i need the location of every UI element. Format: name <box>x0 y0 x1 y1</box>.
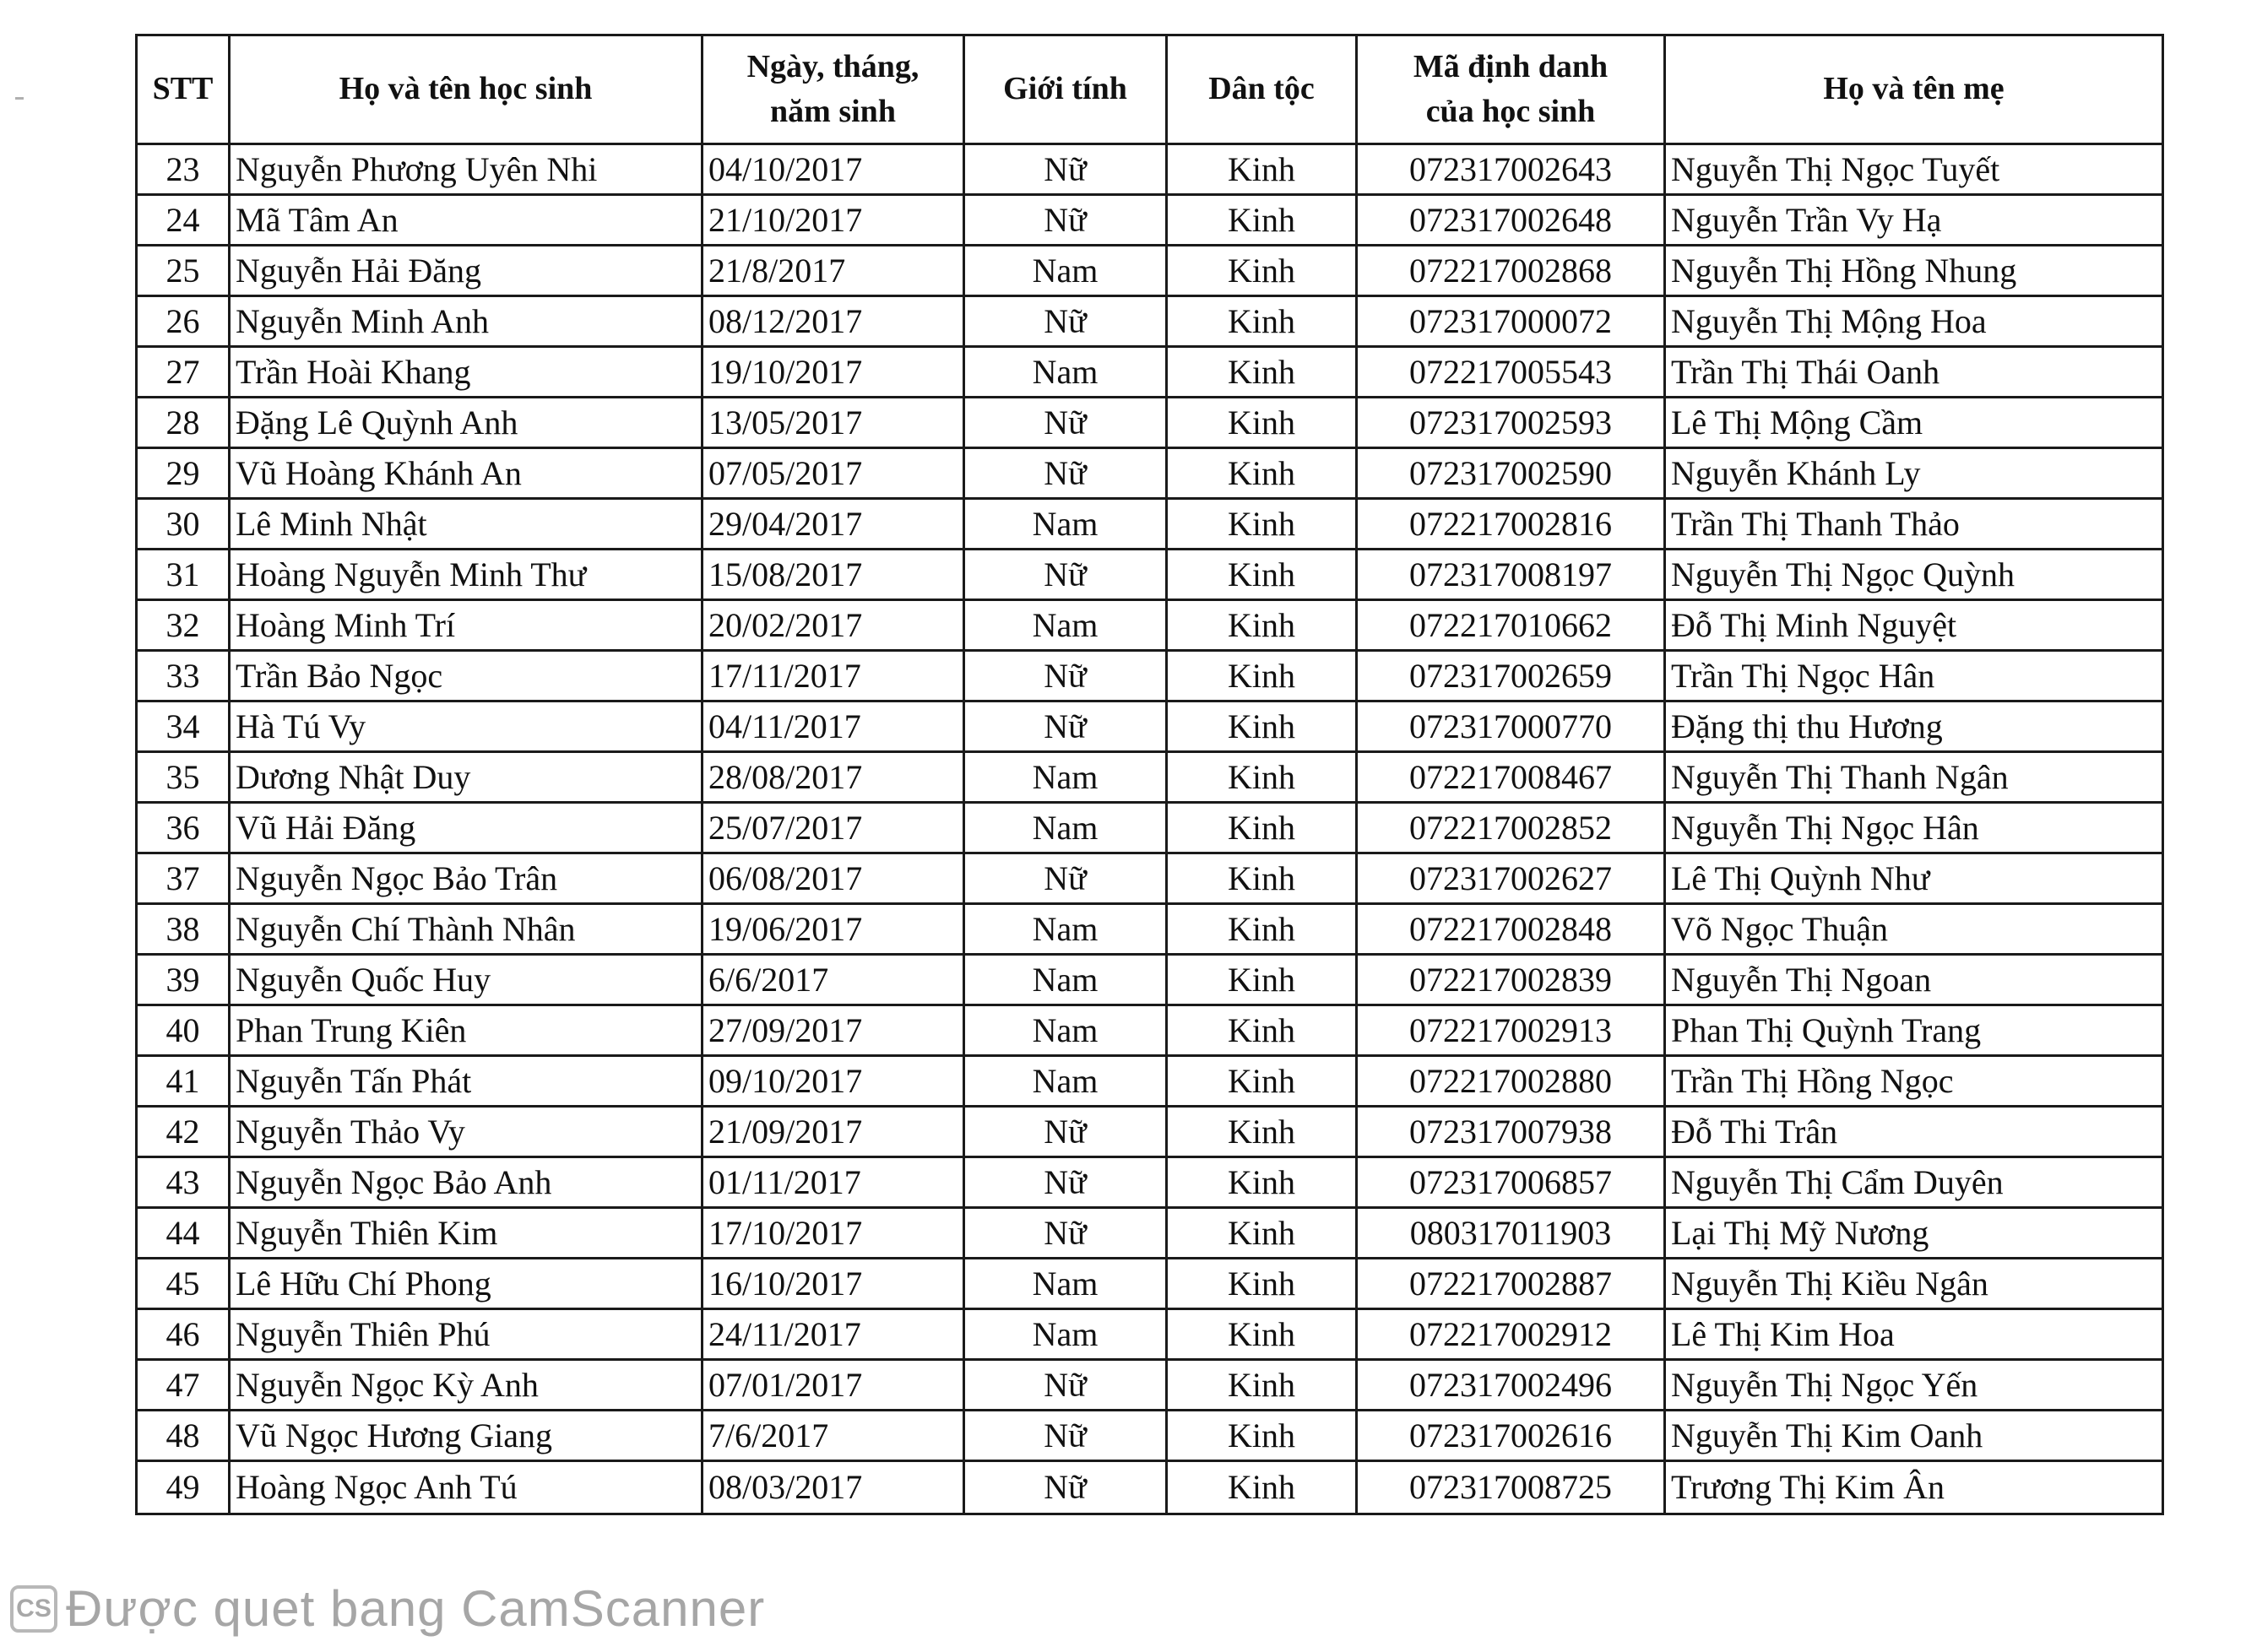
cell-student-id: 072317000072 <box>1357 296 1665 347</box>
table-row <box>137 1461 2163 1514</box>
cell-student-name: Nguyễn Phương Uyên Nhi <box>230 144 703 195</box>
cell-ethnicity: Kinh <box>1167 347 1357 398</box>
student-list-table <box>135 34 2164 1515</box>
cell-gender: Nam <box>964 803 1167 853</box>
cell-student-name: Hoàng Ngọc Anh Tú <box>230 1461 703 1514</box>
cell-ethnicity: Kinh <box>1167 1411 1357 1461</box>
cell-student-id: 072317002616 <box>1357 1411 1665 1461</box>
cell-ethnicity: Kinh <box>1167 398 1357 448</box>
table-row <box>137 1157 2163 1208</box>
cell-student-name: Hoàng Minh Trí <box>230 600 703 651</box>
cell-stt: 26 <box>137 296 230 347</box>
cell-mother-name: Nguyễn Khánh Ly <box>1665 448 2163 499</box>
cell-mother-name: Trần Thị Thái Oanh <box>1665 347 2163 398</box>
cell-ethnicity: Kinh <box>1167 955 1357 1005</box>
cell-stt: 49 <box>137 1461 230 1514</box>
cell-student-name: Nguyễn Ngọc Bảo Anh <box>230 1157 703 1208</box>
table-row <box>137 1107 2163 1157</box>
header-dob-line2: năm sinh <box>770 94 896 129</box>
cell-student-id: 072217002816 <box>1357 499 1665 550</box>
cell-student-id: 072217002839 <box>1357 955 1665 1005</box>
cell-mother-name: Trương Thị Kim Ân <box>1665 1461 2163 1514</box>
cell-student-name: Nguyễn Quốc Huy <box>230 955 703 1005</box>
table-row <box>137 550 2163 600</box>
cell-stt: 48 <box>137 1411 230 1461</box>
cell-mother-name: Nguyễn Thị Ngọc Quỳnh <box>1665 550 2163 600</box>
cell-mother-name: Nguyễn Thị Thanh Ngân <box>1665 752 2163 803</box>
cell-student-name: Vũ Hải Đăng <box>230 803 703 853</box>
cell-mother-name: Đỗ Thị Minh Nguyệt <box>1665 600 2163 651</box>
cell-ethnicity: Kinh <box>1167 246 1357 296</box>
cell-stt: 46 <box>137 1309 230 1360</box>
table-row <box>137 1259 2163 1309</box>
cell-gender: Nam <box>964 752 1167 803</box>
header-mother-name: Họ và tên mẹ <box>1665 35 2163 144</box>
cell-ethnicity: Kinh <box>1167 701 1357 752</box>
table-row <box>137 1360 2163 1411</box>
cell-date-of-birth: 6/6/2017 <box>703 955 964 1005</box>
cell-gender: Nam <box>964 347 1167 398</box>
cell-ethnicity: Kinh <box>1167 1005 1357 1056</box>
header-student-id <box>1357 35 1665 144</box>
cell-stt: 28 <box>137 398 230 448</box>
cell-ethnicity: Kinh <box>1167 600 1357 651</box>
cell-date-of-birth: 09/10/2017 <box>703 1056 964 1107</box>
cell-date-of-birth: 17/11/2017 <box>703 651 964 701</box>
cell-date-of-birth: 04/11/2017 <box>703 701 964 752</box>
cell-ethnicity: Kinh <box>1167 195 1357 246</box>
cell-date-of-birth: 24/11/2017 <box>703 1309 964 1360</box>
cell-ethnicity: Kinh <box>1167 296 1357 347</box>
cell-ethnicity: Kinh <box>1167 448 1357 499</box>
cell-mother-name: Nguyễn Thị Cẩm Duyên <box>1665 1157 2163 1208</box>
header-id-line1: Mã định danh <box>1413 48 1609 84</box>
cell-mother-name: Lê Thị Kim Hoa <box>1665 1309 2163 1360</box>
table-row <box>137 600 2163 651</box>
cell-student-name: Trần Bảo Ngọc <box>230 651 703 701</box>
cell-date-of-birth: 28/08/2017 <box>703 752 964 803</box>
table-row <box>137 701 2163 752</box>
cell-student-id: 072217002880 <box>1357 1056 1665 1107</box>
cell-date-of-birth: 07/01/2017 <box>703 1360 964 1411</box>
cell-mother-name: Lại Thị Mỹ Nương <box>1665 1208 2163 1259</box>
header-id-line2: của học sinh <box>1425 94 1596 129</box>
cell-gender: Nữ <box>964 1208 1167 1259</box>
cell-date-of-birth: 19/06/2017 <box>703 904 964 955</box>
cell-student-id: 080317011903 <box>1357 1208 1665 1259</box>
cell-mother-name: Đỗ Thi Trân <box>1665 1107 2163 1157</box>
cell-date-of-birth: 29/04/2017 <box>703 499 964 550</box>
cell-gender: Nam <box>964 1056 1167 1107</box>
cell-student-name: Nguyễn Thảo Vy <box>230 1107 703 1157</box>
cell-mother-name: Nguyễn Thị Kiều Ngân <box>1665 1259 2163 1309</box>
cell-student-name: Nguyễn Chí Thành Nhân <box>230 904 703 955</box>
cell-gender: Nam <box>964 904 1167 955</box>
cell-stt: 25 <box>137 246 230 296</box>
table-body <box>137 144 2163 1514</box>
cell-ethnicity: Kinh <box>1167 1208 1357 1259</box>
cell-ethnicity: Kinh <box>1167 1157 1357 1208</box>
cell-student-id: 072317002659 <box>1357 651 1665 701</box>
cell-student-id: 072317002590 <box>1357 448 1665 499</box>
cell-stt: 36 <box>137 803 230 853</box>
cell-student-name: Nguyễn Minh Anh <box>230 296 703 347</box>
cell-student-name: Vũ Hoàng Khánh An <box>230 448 703 499</box>
camscanner-watermark <box>10 1577 765 1640</box>
cell-gender: Nữ <box>964 296 1167 347</box>
cell-date-of-birth: 13/05/2017 <box>703 398 964 448</box>
cell-student-id: 072317000770 <box>1357 701 1665 752</box>
table-row <box>137 195 2163 246</box>
table-row <box>137 1208 2163 1259</box>
header-gender: Giới tính <box>964 35 1167 144</box>
cell-gender: Nữ <box>964 651 1167 701</box>
header-date-of-birth <box>703 35 964 144</box>
table-row <box>137 296 2163 347</box>
cell-mother-name: Nguyễn Thị Mộng Hoa <box>1665 296 2163 347</box>
cell-student-name: Nguyễn Ngọc Bảo Trân <box>230 853 703 904</box>
scan-edge-mark <box>15 97 24 100</box>
cell-stt: 38 <box>137 904 230 955</box>
table-row <box>137 398 2163 448</box>
cell-gender: Nữ <box>964 398 1167 448</box>
cell-gender: Nam <box>964 600 1167 651</box>
cell-ethnicity: Kinh <box>1167 752 1357 803</box>
cell-date-of-birth: 27/09/2017 <box>703 1005 964 1056</box>
cell-student-id: 072317002593 <box>1357 398 1665 448</box>
cell-student-name: Mã Tâm An <box>230 195 703 246</box>
cell-gender: Nữ <box>964 1107 1167 1157</box>
cell-student-name: Nguyễn Thiên Kim <box>230 1208 703 1259</box>
cell-student-id: 072317002643 <box>1357 144 1665 195</box>
header-stt: STT <box>137 35 230 144</box>
cell-student-id: 072217002913 <box>1357 1005 1665 1056</box>
cell-date-of-birth: 20/02/2017 <box>703 600 964 651</box>
cell-date-of-birth: 15/08/2017 <box>703 550 964 600</box>
cell-mother-name: Võ Ngọc Thuận <box>1665 904 2163 955</box>
cell-mother-name: Nguyễn Thị Ngoan <box>1665 955 2163 1005</box>
table-row <box>137 803 2163 853</box>
cell-date-of-birth: 04/10/2017 <box>703 144 964 195</box>
cell-date-of-birth: 19/10/2017 <box>703 347 964 398</box>
header-dob-line1: Ngày, tháng, <box>746 48 920 84</box>
cell-stt: 42 <box>137 1107 230 1157</box>
cell-stt: 44 <box>137 1208 230 1259</box>
table-row <box>137 752 2163 803</box>
cell-student-id: 072317006857 <box>1357 1157 1665 1208</box>
cell-ethnicity: Kinh <box>1167 1360 1357 1411</box>
cell-mother-name: Phan Thị Quỳnh Trang <box>1665 1005 2163 1056</box>
cell-student-name: Lê Hữu Chí Phong <box>230 1259 703 1309</box>
cell-student-id: 072317002627 <box>1357 853 1665 904</box>
cell-date-of-birth: 16/10/2017 <box>703 1259 964 1309</box>
table-row <box>137 1005 2163 1056</box>
cell-ethnicity: Kinh <box>1167 1309 1357 1360</box>
cell-stt: 45 <box>137 1259 230 1309</box>
cell-gender: Nữ <box>964 853 1167 904</box>
cell-stt: 43 <box>137 1157 230 1208</box>
cell-stt: 40 <box>137 1005 230 1056</box>
cell-ethnicity: Kinh <box>1167 651 1357 701</box>
cell-mother-name: Trần Thị Hồng Ngọc <box>1665 1056 2163 1107</box>
cell-mother-name: Nguyễn Thị Hồng Nhung <box>1665 246 2163 296</box>
cell-ethnicity: Kinh <box>1167 1259 1357 1309</box>
cell-student-id: 072217002848 <box>1357 904 1665 955</box>
cell-stt: 23 <box>137 144 230 195</box>
table-row <box>137 347 2163 398</box>
cell-student-name: Nguyễn Ngọc Kỳ Anh <box>230 1360 703 1411</box>
cell-gender: Nam <box>964 1309 1167 1360</box>
table-row <box>137 904 2163 955</box>
cell-student-name: Nguyễn Tấn Phát <box>230 1056 703 1107</box>
cell-student-id: 072217002887 <box>1357 1259 1665 1309</box>
cell-student-id: 072217002912 <box>1357 1309 1665 1360</box>
cell-mother-name: Nguyễn Thị Kim Oanh <box>1665 1411 2163 1461</box>
cell-stt: 30 <box>137 499 230 550</box>
cell-student-name: Vũ Ngọc Hương Giang <box>230 1411 703 1461</box>
cell-student-id: 072317007938 <box>1357 1107 1665 1157</box>
cell-student-name: Hà Tú Vy <box>230 701 703 752</box>
header-student-name: Họ và tên học sinh <box>230 35 703 144</box>
table-row <box>137 651 2163 701</box>
cell-student-name: Nguyễn Thiên Phú <box>230 1309 703 1360</box>
cell-student-id: 072317002496 <box>1357 1360 1665 1411</box>
cell-gender: Nữ <box>964 1461 1167 1514</box>
cell-ethnicity: Kinh <box>1167 550 1357 600</box>
cell-gender: Nam <box>964 246 1167 296</box>
cell-stt: 27 <box>137 347 230 398</box>
cell-mother-name: Đặng thị thu Hương <box>1665 701 2163 752</box>
cell-date-of-birth: 21/8/2017 <box>703 246 964 296</box>
cell-gender: Nam <box>964 1005 1167 1056</box>
table-row <box>137 499 2163 550</box>
cell-stt: 34 <box>137 701 230 752</box>
cell-stt: 41 <box>137 1056 230 1107</box>
cell-stt: 32 <box>137 600 230 651</box>
cell-date-of-birth: 07/05/2017 <box>703 448 964 499</box>
cell-student-id: 072217008467 <box>1357 752 1665 803</box>
cell-gender: Nữ <box>964 144 1167 195</box>
cell-student-name: Trần Hoài Khang <box>230 347 703 398</box>
cell-student-name: Phan Trung Kiên <box>230 1005 703 1056</box>
cell-mother-name: Nguyễn Thị Ngọc Tuyết <box>1665 144 2163 195</box>
cell-gender: Nữ <box>964 448 1167 499</box>
cell-ethnicity: Kinh <box>1167 499 1357 550</box>
cell-student-id: 072317008725 <box>1357 1461 1665 1514</box>
watermark-text: Được quet bang CamScanner <box>66 1580 766 1637</box>
cell-stt: 31 <box>137 550 230 600</box>
table-row <box>137 448 2163 499</box>
cell-date-of-birth: 01/11/2017 <box>703 1157 964 1208</box>
cell-gender: Nam <box>964 1259 1167 1309</box>
cell-ethnicity: Kinh <box>1167 803 1357 853</box>
cell-student-id: 072317008197 <box>1357 550 1665 600</box>
cell-mother-name: Trần Thị Thanh Thảo <box>1665 499 2163 550</box>
header-ethnicity: Dân tộc <box>1167 35 1357 144</box>
table-row <box>137 1056 2163 1107</box>
cell-stt: 29 <box>137 448 230 499</box>
cell-gender: Nữ <box>964 1157 1167 1208</box>
cell-student-name: Nguyễn Hải Đăng <box>230 246 703 296</box>
header-row <box>137 35 2163 144</box>
cell-date-of-birth: 08/03/2017 <box>703 1461 964 1514</box>
cell-student-name: Dương Nhật Duy <box>230 752 703 803</box>
camscanner-logo-icon: CS <box>10 1585 57 1633</box>
cell-date-of-birth: 17/10/2017 <box>703 1208 964 1259</box>
cell-mother-name: Nguyễn Thị Ngọc Yến <box>1665 1360 2163 1411</box>
cell-stt: 37 <box>137 853 230 904</box>
cell-student-id: 072217002852 <box>1357 803 1665 853</box>
cell-student-id: 072217002868 <box>1357 246 1665 296</box>
cell-ethnicity: Kinh <box>1167 144 1357 195</box>
cell-student-name: Đặng Lê Quỳnh Anh <box>230 398 703 448</box>
cell-gender: Nữ <box>964 701 1167 752</box>
cell-stt: 35 <box>137 752 230 803</box>
cell-mother-name: Lê Thị Quỳnh Như <box>1665 853 2163 904</box>
cell-gender: Nam <box>964 499 1167 550</box>
cell-ethnicity: Kinh <box>1167 904 1357 955</box>
cell-date-of-birth: 21/10/2017 <box>703 195 964 246</box>
cell-ethnicity: Kinh <box>1167 853 1357 904</box>
cell-student-name: Lê Minh Nhật <box>230 499 703 550</box>
cell-stt: 24 <box>137 195 230 246</box>
cell-mother-name: Trần Thị Ngọc Hân <box>1665 651 2163 701</box>
cell-gender: Nữ <box>964 1360 1167 1411</box>
cell-ethnicity: Kinh <box>1167 1461 1357 1514</box>
cell-mother-name: Nguyễn Thị Ngọc Hân <box>1665 803 2163 853</box>
cell-date-of-birth: 7/6/2017 <box>703 1411 964 1461</box>
cell-student-id: 072317002648 <box>1357 195 1665 246</box>
cell-date-of-birth: 21/09/2017 <box>703 1107 964 1157</box>
cell-stt: 47 <box>137 1360 230 1411</box>
table-row <box>137 246 2163 296</box>
table-row <box>137 1309 2163 1360</box>
table-row <box>137 955 2163 1005</box>
cell-gender: Nữ <box>964 1411 1167 1461</box>
cell-mother-name: Nguyễn Trần Vy Hạ <box>1665 195 2163 246</box>
cell-date-of-birth: 25/07/2017 <box>703 803 964 853</box>
cell-stt: 39 <box>137 955 230 1005</box>
table-row <box>137 853 2163 904</box>
cell-stt: 33 <box>137 651 230 701</box>
cell-ethnicity: Kinh <box>1167 1107 1357 1157</box>
table-row <box>137 1411 2163 1461</box>
cell-ethnicity: Kinh <box>1167 1056 1357 1107</box>
table-row <box>137 144 2163 195</box>
cell-student-name: Hoàng Nguyễn Minh Thư <box>230 550 703 600</box>
cell-gender: Nam <box>964 955 1167 1005</box>
cell-gender: Nữ <box>964 195 1167 246</box>
cell-student-id: 072217010662 <box>1357 600 1665 651</box>
cell-date-of-birth: 06/08/2017 <box>703 853 964 904</box>
cell-gender: Nữ <box>964 550 1167 600</box>
cell-date-of-birth: 08/12/2017 <box>703 296 964 347</box>
cell-student-id: 072217005543 <box>1357 347 1665 398</box>
cell-mother-name: Lê Thị Mộng Cầm <box>1665 398 2163 448</box>
